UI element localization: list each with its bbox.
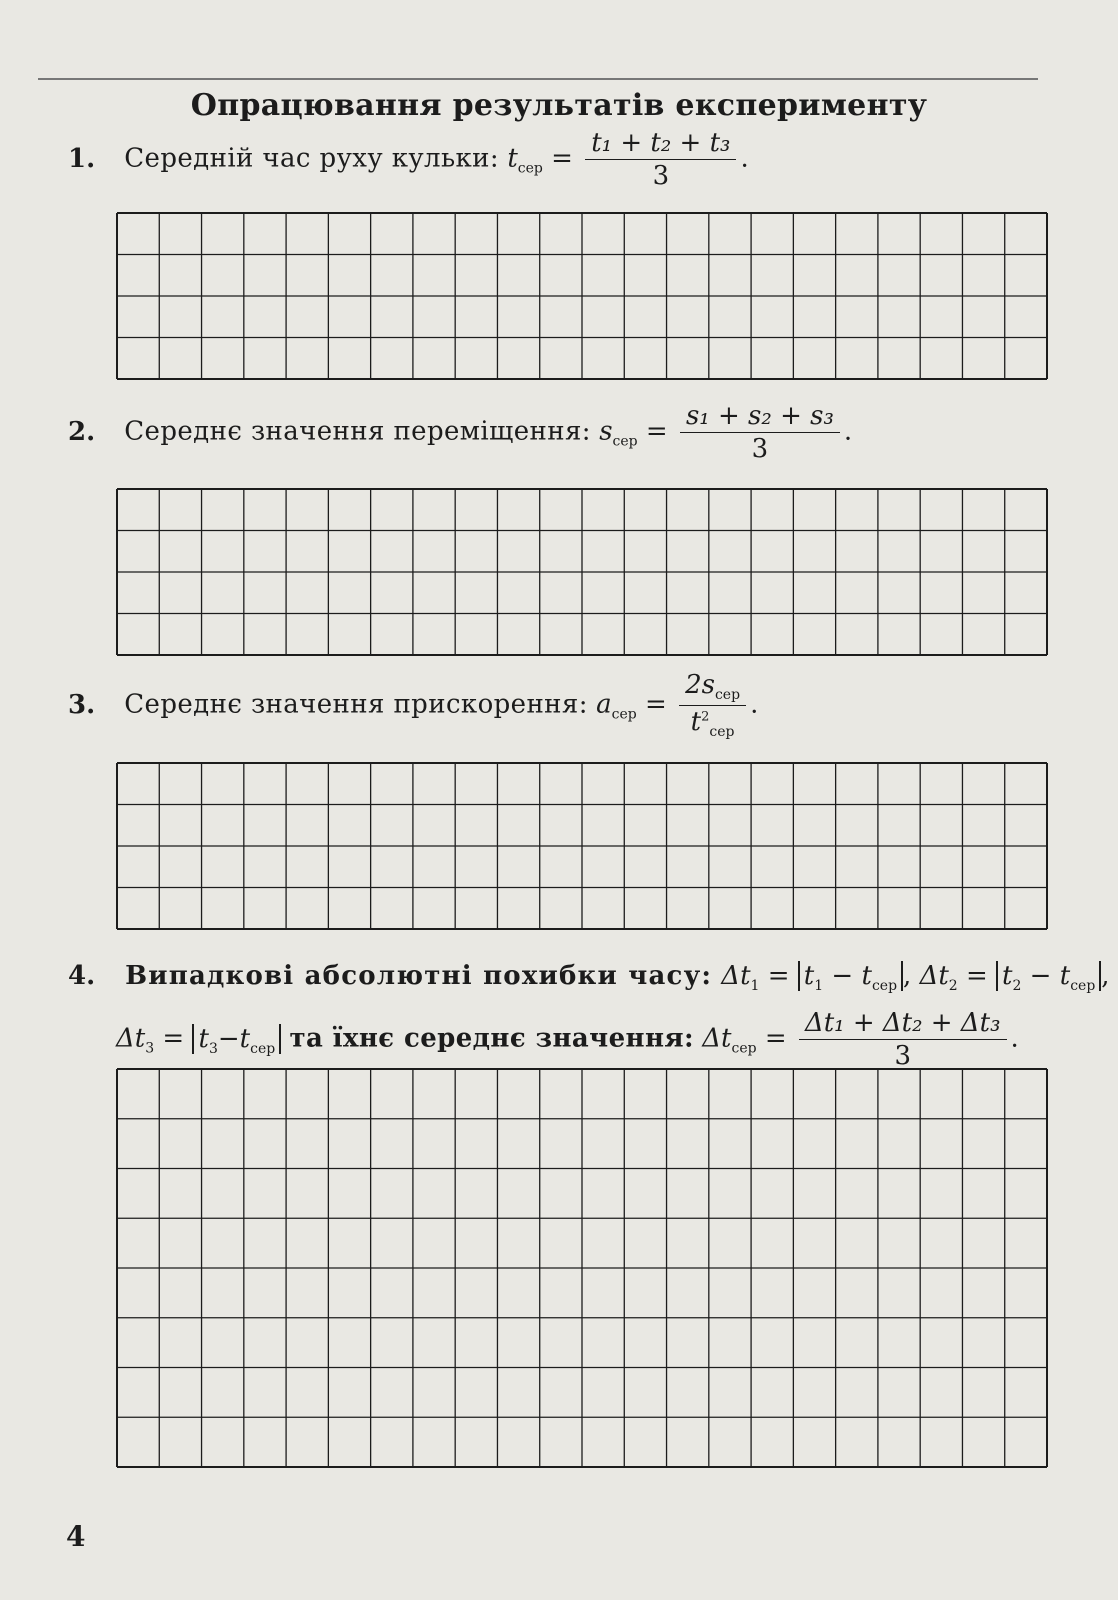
answer-grid-4[interactable] [116, 1068, 1048, 1468]
item-3: 3. Середнє значення прискорення: $a_{сер}$ = $\frac{2s_{сер}}{t^2_{сер}}$ . [68, 670, 759, 740]
fraction: $\frac{2s_{сер}}{t^2_{сер}}$ [679, 672, 746, 739]
item-label: Середнє значення прискорення: [124, 689, 588, 720]
page-heading: Опрацювання результатів експерименту [190, 88, 928, 123]
answer-grid-3[interactable] [116, 762, 1048, 930]
item-number: 4. [68, 961, 96, 991]
item-4-line-2: $\Delta t_3 = t_3-t_{сер}$ та їхнє середнє значення: $\Delta t_{сер}$ = $\frac{\text{Δt₁ + Δt₂ + Δt₃}}{3}$ . [116, 1008, 1019, 1071]
page-number: 4 [66, 1520, 86, 1553]
fraction: $\frac{\text{Δt₁ + Δt₂ + Δt₃}}{3}$ [799, 1010, 1007, 1069]
fraction: $\frac{\text{t₁ + t₂ + t₃}}{3}$ [585, 130, 736, 189]
item-label: Середнє значення переміщення: [124, 416, 591, 447]
item-label-line-2: та їхнє середнє значення: [289, 1023, 695, 1054]
item-4: 4. Випадкові абсолютні похибки часу: $\Delta t_1 = t_1 - t_{сер}$ , $\Delta t_2 = t_2 - t_{сер}$ , [68, 961, 1110, 994]
item-number: 1. [68, 143, 96, 174]
item-label: Випадкові абсолютні похибки часу: [125, 961, 713, 991]
item-label: Середній час руху кульки: [124, 143, 500, 174]
answer-grid-1[interactable] [116, 212, 1048, 380]
item-number: 3. [68, 689, 96, 720]
item-number: 2. [68, 416, 96, 447]
item-1: 1. Середній час руху кульки: $t_{сер}$ = $\frac{\text{t₁ + t₂ + t₃}}{3}$ . [68, 128, 749, 191]
item-2: 2. Середнє значення переміщення: $s_{сер}$ = $\frac{\text{s₁ + s₂ + s₃}}{3}$ . [68, 401, 853, 464]
fraction: $\frac{\text{s₁ + s₂ + s₃}}{3}$ [680, 403, 840, 462]
top-rule [38, 78, 1038, 80]
answer-grid-2[interactable] [116, 488, 1048, 656]
